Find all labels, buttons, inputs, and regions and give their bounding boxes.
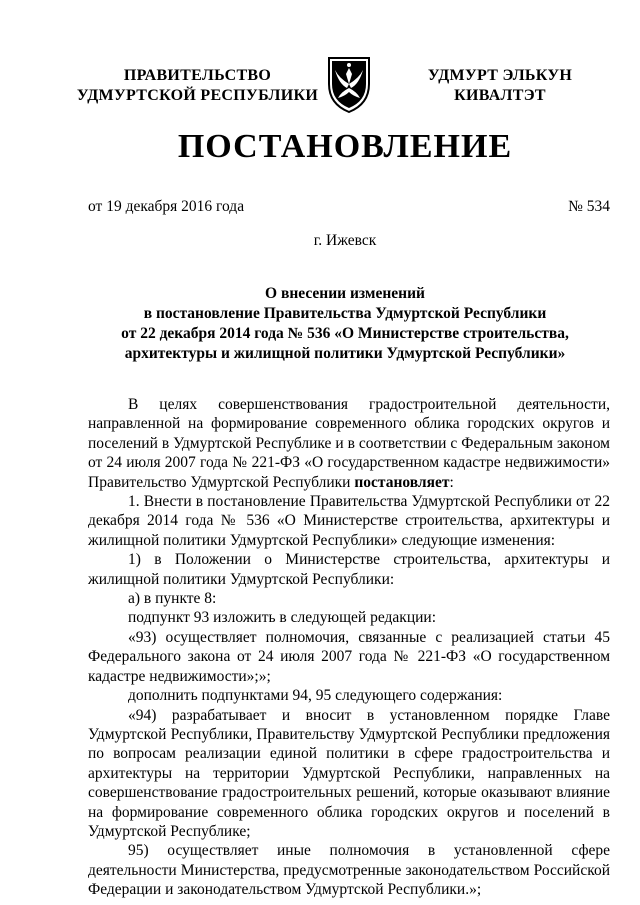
subject-line: от 22 декабря 2014 года № 536 «О Министерстве строительства, <box>121 325 569 342</box>
paragraph: 1. Внести в постановление Правительства Удмуртской Республики от 22 декабря 2014 года № 536 «О Министерстве строительства, архитектуры и жилищной политики Удмуртской Республики» следующие изменения: <box>88 493 610 549</box>
paragraph: 95) осуществляет иные полномочия в установленной сфере деятельности Министерства, предусмотренные законодательством Российской Федерации и законодательством Удмуртской Республики.»; <box>88 842 610 899</box>
government-name-udm <box>400 66 600 106</box>
paragraph: «93) осуществляет полномочия, связанные с реализацией статьи 45 Федерального закона от 24 июля 2007 года № 221-ФЗ «О государственном кадастре недвижимости»;»; <box>88 628 610 685</box>
subject-line: в постановление Правительства Удмуртской Республики <box>143 305 547 322</box>
subject-line: О внесении изменений <box>265 285 425 302</box>
document-number: № 534 <box>568 198 610 215</box>
header-left-line2: УДМУРТСКОЙ РЕСПУБЛИКИ <box>76 87 319 104</box>
header-right-line1: УДМУРТ ЭЛЬКУН <box>427 67 573 84</box>
udmurt-coat-of-arms-icon <box>325 54 373 114</box>
document-city: г. Ижевск <box>313 232 377 249</box>
paragraph: подпункт 93 изложить в следующей редакции: <box>128 609 437 627</box>
header-left-line1: ПРАВИТЕЛЬСТВО <box>123 67 272 84</box>
subject-line: архитектуры и жилищной политики Удмуртской Республики» <box>124 345 566 362</box>
header-right-line2: КИВАЛТЭТ <box>454 87 546 104</box>
document-body <box>88 395 610 900</box>
government-name-ru <box>70 66 325 106</box>
paragraph: «94) разрабатывает и вносит в установленном порядке Главе Удмуртской Республики, Правительству Удмуртской Республики предложения по вопросам реализации единой политики в сфере градостроительства и архитектуры на территории Удмуртской Республики, направленных на совершенствование градостроительных решений, которые оказывают влияние на формирование современного облика городских округов и поселений в Удмуртской Республике; <box>88 706 610 840</box>
document-date: от 19 декабря 2016 года <box>88 198 245 215</box>
paragraph: а) в пункте 8: <box>128 590 217 608</box>
document-subject <box>0 284 640 364</box>
paragraph <box>88 395 610 492</box>
document-title: ПОСТАНОВЛЕНИЕ <box>177 128 513 165</box>
paragraph: дополнить подпунктами 94, 95 следующего содержания: <box>128 687 503 705</box>
paragraph: 1) в Положении о Министерстве строительства, архитектуры и жилищной политики Удмуртской Республики: <box>88 551 610 588</box>
preamble-end: : <box>449 473 454 491</box>
resolves-word: постановляет <box>354 473 450 491</box>
preamble-text: В целях совершенствования градостроительной деятельности, направленной на формирование современного облика городских округов и поселений в Удмуртской Республике и в соответствии с Федеральным законом от 24 июля 2007 года № 221-ФЗ «О государственном кадастре недвижимости» Правительство Удмуртской Республики <box>88 396 610 491</box>
